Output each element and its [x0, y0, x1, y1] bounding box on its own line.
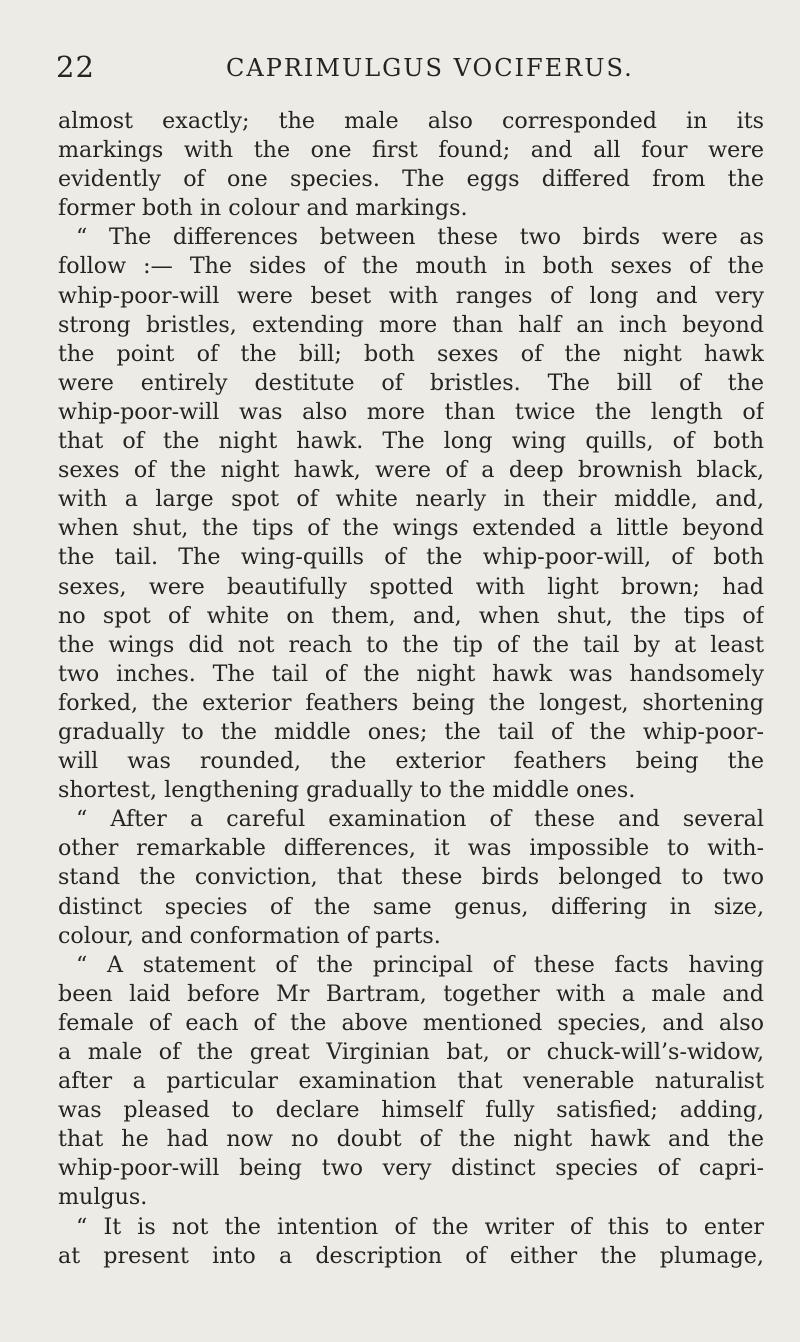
text-line: was pleased to declare himself fully satisfied; adding, — [58, 1097, 764, 1124]
text-line: “ After a careful examination of these and several — [76, 806, 764, 833]
text-line: whip-poor-will were beset with ranges of long and very — [58, 282, 764, 309]
text-line: strong bristles, extending more than half an inch beyond — [58, 311, 764, 338]
text-line: almost exactly; the male also corresponded in its — [58, 108, 764, 134]
text-line: colour, and conformation of parts. — [58, 922, 441, 949]
text-line: stand the conviction, that these birds belonged to two — [58, 864, 764, 891]
text-line: mulgus. — [58, 1184, 148, 1211]
text-line: “ A statement of the principal of these facts having — [76, 951, 764, 978]
text-line: gradually to the middle ones; the tail of the whip-poor- — [58, 718, 764, 745]
text-line: sexes, were beautifully spotted with light brown; had — [58, 573, 764, 600]
text-line: with a large spot of white nearly in their middle, and, — [58, 486, 764, 513]
text-line: that of the night hawk. The long wing quills, of both — [58, 428, 764, 455]
text-line: when shut, the tips of the wings extended a little beyond — [58, 515, 764, 542]
text-line: the wings did not reach to the tip of the tail by at least — [58, 631, 764, 658]
text-line: the tail. The wing-quills of the whip-poor-will, of both — [58, 544, 764, 571]
text-line: former both in colour and markings. — [58, 195, 468, 222]
text-line: shortest, lengthening gradually to the middle ones. — [58, 777, 636, 804]
text-line: forked, the exterior feathers being the longest, shortening — [58, 689, 764, 716]
text-line: at present into a description of either the plumage, — [58, 1242, 764, 1269]
page-number: 22 — [56, 50, 95, 84]
text-line: markings with the one first found; and all four were — [58, 137, 764, 164]
text-line: after a particular examination that venerable naturalist — [58, 1068, 764, 1095]
text-line: the point of the bill; both sexes of the night hawk — [58, 340, 764, 367]
text-line: whip-poor-will was also more than twice the length of — [58, 398, 764, 425]
text-line: were entirely destitute of bristles. The bill of the — [58, 369, 764, 396]
text-line: “ The differences between these two birds were as — [76, 224, 764, 251]
text-line: will was rounded, the exterior feathers being the — [58, 748, 764, 775]
text-line: whip-poor-will being two very distinct species of capri- — [58, 1155, 764, 1182]
text-line: sexes of the night hawk, were of a deep brownish black, — [58, 457, 764, 484]
text-line: “ It is not the intention of the writer of this to enter — [76, 1213, 764, 1240]
text-line: a male of the great Virginian bat, or chuck-will’s-widow, — [58, 1039, 764, 1065]
text-line: distinct species of the same genus, differing in size, — [58, 893, 764, 920]
page-header — [56, 50, 764, 90]
text-line: evidently of one species. The eggs differed from the — [58, 166, 764, 193]
text-line: that he had now no doubt of the night hawk and the — [58, 1126, 764, 1153]
running-title: CAPRIMULGUS VOCIFERUS. — [226, 54, 634, 82]
text-line: been laid before Mr Bartram, together with a male and — [58, 980, 764, 1007]
text-line: two inches. The tail of the night hawk was handsomely — [58, 660, 764, 687]
text-line: follow :— The sides of the mouth in both sexes of the — [58, 253, 764, 280]
text-line: female of each of the above mentioned species, and also — [58, 1009, 764, 1036]
body-text — [58, 107, 764, 1271]
text-line: no spot of white on them, and, when shut, the tips of — [58, 602, 764, 629]
text-line: other remarkable differences, it was impossible to with- — [58, 835, 764, 862]
